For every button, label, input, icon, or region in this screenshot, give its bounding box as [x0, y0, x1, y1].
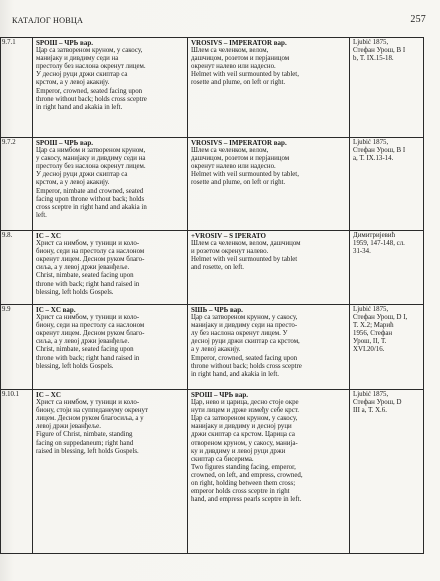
description-line: Ljubić 1875, [353, 39, 389, 46]
catalog-number: 9.10.1 [1, 390, 33, 554]
reverse-description [188, 390, 350, 554]
description-line: левој држи јеванђеље. [36, 423, 101, 431]
description-line: држи скиптар са крстом. Царица са [191, 431, 295, 439]
description-line: Стефан Урош, В I [353, 147, 406, 155]
reverse-description [188, 138, 350, 231]
legend-text: VROSIVS – IMPERATOR вар. [191, 139, 287, 147]
catalog-number: 9.7.2 [1, 138, 33, 231]
description-line: а у левој акакију. [191, 346, 241, 354]
description-line: Цар са затвореном круном, у сакосу, [36, 47, 143, 55]
catalog-number: 9.8. [1, 231, 33, 305]
bibliography-reference [350, 305, 424, 390]
reverse-description [188, 231, 350, 305]
description-line: Emperor, nimbate and crowned, seated [36, 187, 144, 195]
description-line: Helmet with veil surmounted by tablet, [191, 71, 299, 79]
description-line: Цар, нево и царица, десно стоје окре [191, 399, 299, 407]
description-line: У десној руци држи скиптар са [36, 71, 128, 79]
description-line: Ljubić 1875, [353, 139, 389, 146]
description-line: cross sceptre in right hand and akakia in [36, 203, 147, 211]
description-line: facing on suppedaneum; right hand [36, 439, 134, 447]
catalog-row [1, 231, 424, 305]
description-line: raised in blessing, left holds Gospels. [36, 447, 139, 455]
description-line: Стефан Урош, D [353, 399, 402, 407]
description-line: 1959, 147-148, сл. [353, 240, 405, 248]
description-line: throne with back; right hand raised in [36, 354, 140, 362]
description-line: in right hand, and akakia in left. [191, 370, 280, 378]
description-line: Шлем са челенком, велом, дашчицом [191, 240, 301, 248]
description-line: Figure of Christ, nimbate, standing [36, 431, 133, 439]
description-line: скиптар са бисерима. [191, 455, 254, 463]
reverse-description [188, 38, 350, 138]
description-line: throne with back; right hand raised in [36, 280, 140, 288]
description-line: Стефан Урош, В I [353, 47, 406, 55]
description-line: биону, седи на престолу са наслоном [36, 248, 145, 256]
legend-text: VROSIVS – IMPERATOR вар. [191, 39, 287, 47]
description-line: биону, стоји на суппеданеуму окренут [36, 407, 148, 415]
description-line: Шлем са челенком, велом, [191, 147, 269, 155]
description-line: лицем. Десном руком благосиља, а у [36, 415, 144, 423]
description-line: Цар са затвореном круном, у сакосу, [191, 415, 298, 423]
description-line: нути лицем и држе између себе крст. [191, 407, 300, 415]
description-line: facing upon throne without back; holds [36, 195, 145, 203]
legend-text: ЅШЬ – ЧРЬ вар. [191, 306, 243, 314]
description-line: 31-34. [353, 248, 371, 256]
description-line: and rosette, on left. [191, 264, 245, 272]
description-line: XVI.20/16. [353, 346, 385, 354]
bibliography-reference [350, 231, 424, 305]
description-line: окренут лицем. Десном руком благо- [36, 256, 145, 264]
description-line: blessing, left holds Gospels. [36, 288, 114, 296]
description-line: a, Т. IX.13-14. [353, 155, 394, 163]
page-number: 257 [410, 14, 426, 25]
description-line: Two figures standing facing, emperor, [191, 463, 296, 471]
description-line: Христ са нимбом, у туници и коло- [36, 399, 140, 407]
description-line: III a, Т. X.6. [353, 407, 387, 415]
catalog-number: 9.7.1 [1, 38, 33, 138]
description-line: сиља, а у левој држи јеванђеље. [36, 338, 130, 346]
running-head-title: КАТАЛОГ НОВЦА [12, 16, 84, 25]
obverse-description [33, 138, 188, 231]
description-line: crowned, on left, and empress, crowned, [191, 471, 303, 479]
description-line: окренут налево или надесно. [191, 63, 276, 71]
description-line: сиља, а у левој држи јеванђеље. [36, 264, 130, 272]
legend-text: IC – XC вар. [36, 306, 76, 314]
bibliography-reference [350, 138, 424, 231]
description-line: Т. X.2; Марић [353, 322, 394, 330]
description-line: rosette and plume, on left or right. [191, 79, 286, 87]
catalog-row [1, 305, 424, 390]
description-line: дашчицом, розетом и перјаницом [191, 55, 290, 63]
description-line: emperor holds cross sceptre in right [191, 488, 290, 496]
description-line: лу без наслона окренут лицем. У [191, 330, 288, 338]
reverse-description [188, 305, 350, 390]
description-line: Emperor, crowned, seated facing upon [191, 354, 298, 362]
description-line: Ljubić 1875, [353, 306, 389, 313]
description-line: 1956, Стефан [353, 330, 393, 338]
description-line: десној руци држи скиптар са крстом, [191, 338, 300, 346]
description-line: окренут лицем. Десном руком благо- [36, 330, 145, 338]
description-line: Стефан Урош, D I, [353, 314, 408, 322]
description-line: Шлем са челенком, велом, [191, 47, 269, 55]
description-line: манијаку и дивдиму седи на [36, 55, 119, 63]
description-line: престолу без наслона окренут лицем. [36, 63, 146, 71]
description-line: манијаку и дивдиму и десној руци [191, 423, 292, 431]
description-line: Цар са нимбом и затвореном круном, [36, 147, 146, 155]
description-line: Helmet with veil surmounted by tablet, [191, 171, 299, 179]
bibliography-reference [350, 390, 424, 554]
obverse-description [33, 231, 188, 305]
description-line: Helmet with veil surmounted by tablet [191, 256, 298, 264]
legend-text: +VROSIV – S IPERATO [191, 232, 266, 240]
description-line: Christ, nimbate, seated facing upon [36, 272, 134, 280]
obverse-description [33, 38, 188, 138]
legend-text: ЅРОШ – ЧРЬ вар. [36, 139, 93, 147]
description-line: hand, and empress pearls sceptre in left. [191, 496, 302, 504]
description-line: b, Т. IX.15-18. [353, 55, 394, 63]
catalog-row [1, 138, 424, 231]
description-line: in right hand and akakia in left. [36, 103, 123, 111]
running-head [12, 16, 426, 28]
description-line: Emperor, crowned, seated facing upon [36, 87, 143, 95]
description-line: манијаку и дивдиму седи на престо- [191, 322, 298, 330]
description-line: ку и дивдиму и левој руци држи [191, 447, 286, 455]
description-line: on right, holding between them cross; [191, 480, 296, 488]
description-line: крстом, а у левој акакију. [36, 79, 110, 87]
description-line: left. [36, 211, 47, 219]
description-line: окренут налево или надесно. [191, 163, 276, 171]
coin-catalog-table [0, 37, 424, 554]
legend-text: IC – XC [36, 391, 61, 399]
catalog-row [1, 38, 424, 138]
description-line: throne without back; holds cross sceptre [36, 95, 147, 103]
description-line: Ljubić 1875, [353, 391, 389, 398]
description-line: крстом, а у левој акакију. [36, 179, 110, 187]
legend-text: ЅРОШ – ЧРЬ вар. [191, 391, 248, 399]
description-line: и розетом окренут налево. [191, 248, 269, 256]
obverse-description [33, 390, 188, 554]
description-line: throne without back; holds cross sceptre [191, 362, 302, 370]
description-line: Цар са затвореном круном, у сакосу, [191, 314, 298, 322]
legend-text: IC – XC [36, 232, 61, 240]
description-line: у сакосу, манијаку и дивдиму седи на [36, 155, 146, 163]
legend-text: ЅРОШ – ЧРЬ вар. [36, 39, 93, 47]
description-line: престолу без наслона окренут лицем. [36, 163, 146, 171]
obverse-description [33, 305, 188, 390]
catalog-row [1, 390, 424, 554]
description-line: биону, седи на престолу са наслоном [36, 322, 145, 330]
catalog-number: 9.9 [1, 305, 33, 390]
description-line: Урош, II, Т. [353, 338, 387, 346]
description-line: rosette and plume, on left or right. [191, 179, 286, 187]
description-line: Димитријевић [353, 232, 396, 239]
description-line: Христ са нимбом, у туници и коло- [36, 240, 140, 248]
description-line: blessing, left holds Gospels. [36, 362, 114, 370]
bibliography-reference [350, 38, 424, 138]
description-line: Christ, nimbate, seated facing upon [36, 346, 134, 354]
description-line: Христ са нимбом, у туници и коло- [36, 314, 140, 322]
description-line: У десној руци држи скиптар са [36, 171, 128, 179]
description-line: дашчицом, розетом и перјаницом [191, 155, 290, 163]
description-line: отвореном круном, у сакосу, манија- [191, 439, 298, 447]
